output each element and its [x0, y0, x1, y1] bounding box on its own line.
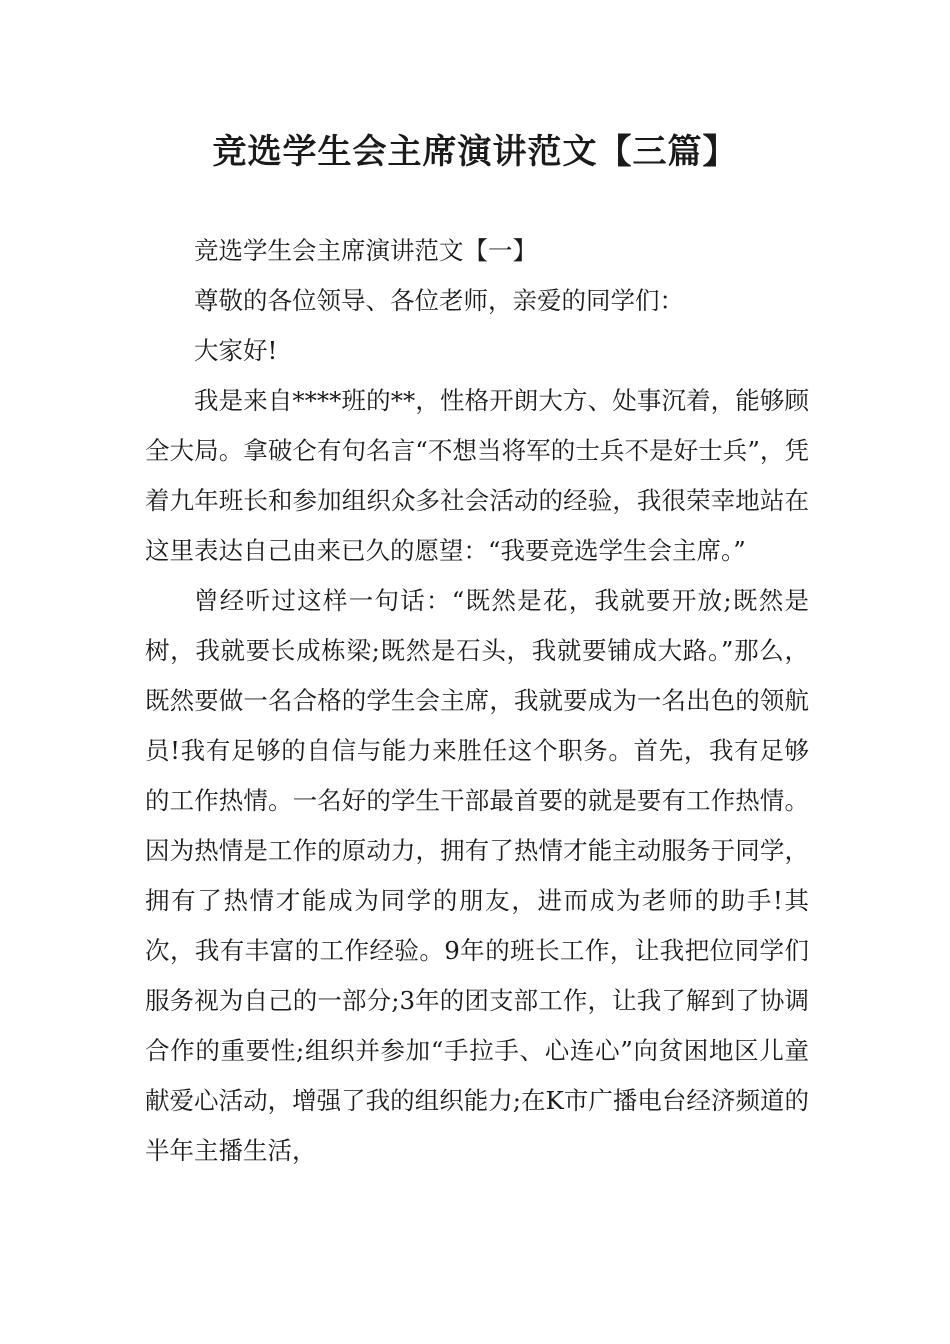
- document-body: [145, 226, 809, 1176]
- section-heading: 竞选学生会主席演讲范文【一】: [194, 236, 537, 265]
- document-title: 竞选学生会主席演讲范文【三篇】: [212, 132, 738, 172]
- salutation: 尊敬的各位领导、各位老师，亲爱的同学们：: [194, 286, 684, 315]
- paragraph-introduction: 我是来自****班的**，性格开朗大方、处事沉着，能够顾全大局。拿破仑有句名言“不想当将军的士兵不是好士兵”，凭着九年班长和参加组织众多社会活动的经验，我很荣幸地站在这里表达自己由来已久的愿望：“我要竞选学生会主席。”: [145, 386, 809, 565]
- paragraph-qualifications: 曾经听过这样一句话：“既然是花，我就要开放;既然是树，我就要长成栋梁;既然是石头，我就要铺成大路。”那么，既然要做一名合格的学生会主席，我就要成为一名出色的领航员!我有足够的自信与能力来胜任这个职务。首先，我有足够的工作热情。一名好的学生干部最首要的就是要有工作热情。因为热情是工作的原动力，拥有了热情才能主动服务于同学，拥有了热情才能成为同学的朋友，进而成为老师的助手!其次，我有丰富的工作经验。9年的班长工作，让我把位同学们服务视为自己的一部分;3年的团支部工作，让我了解到了协调合作的重要性;组织并参加“手拉手、心连心”向贫困地区儿童献爱心活动，增强了我的组织能力;在K市广播电台经济频道的半年主播生活，: [145, 586, 809, 1165]
- greeting: 大家好!: [194, 336, 278, 365]
